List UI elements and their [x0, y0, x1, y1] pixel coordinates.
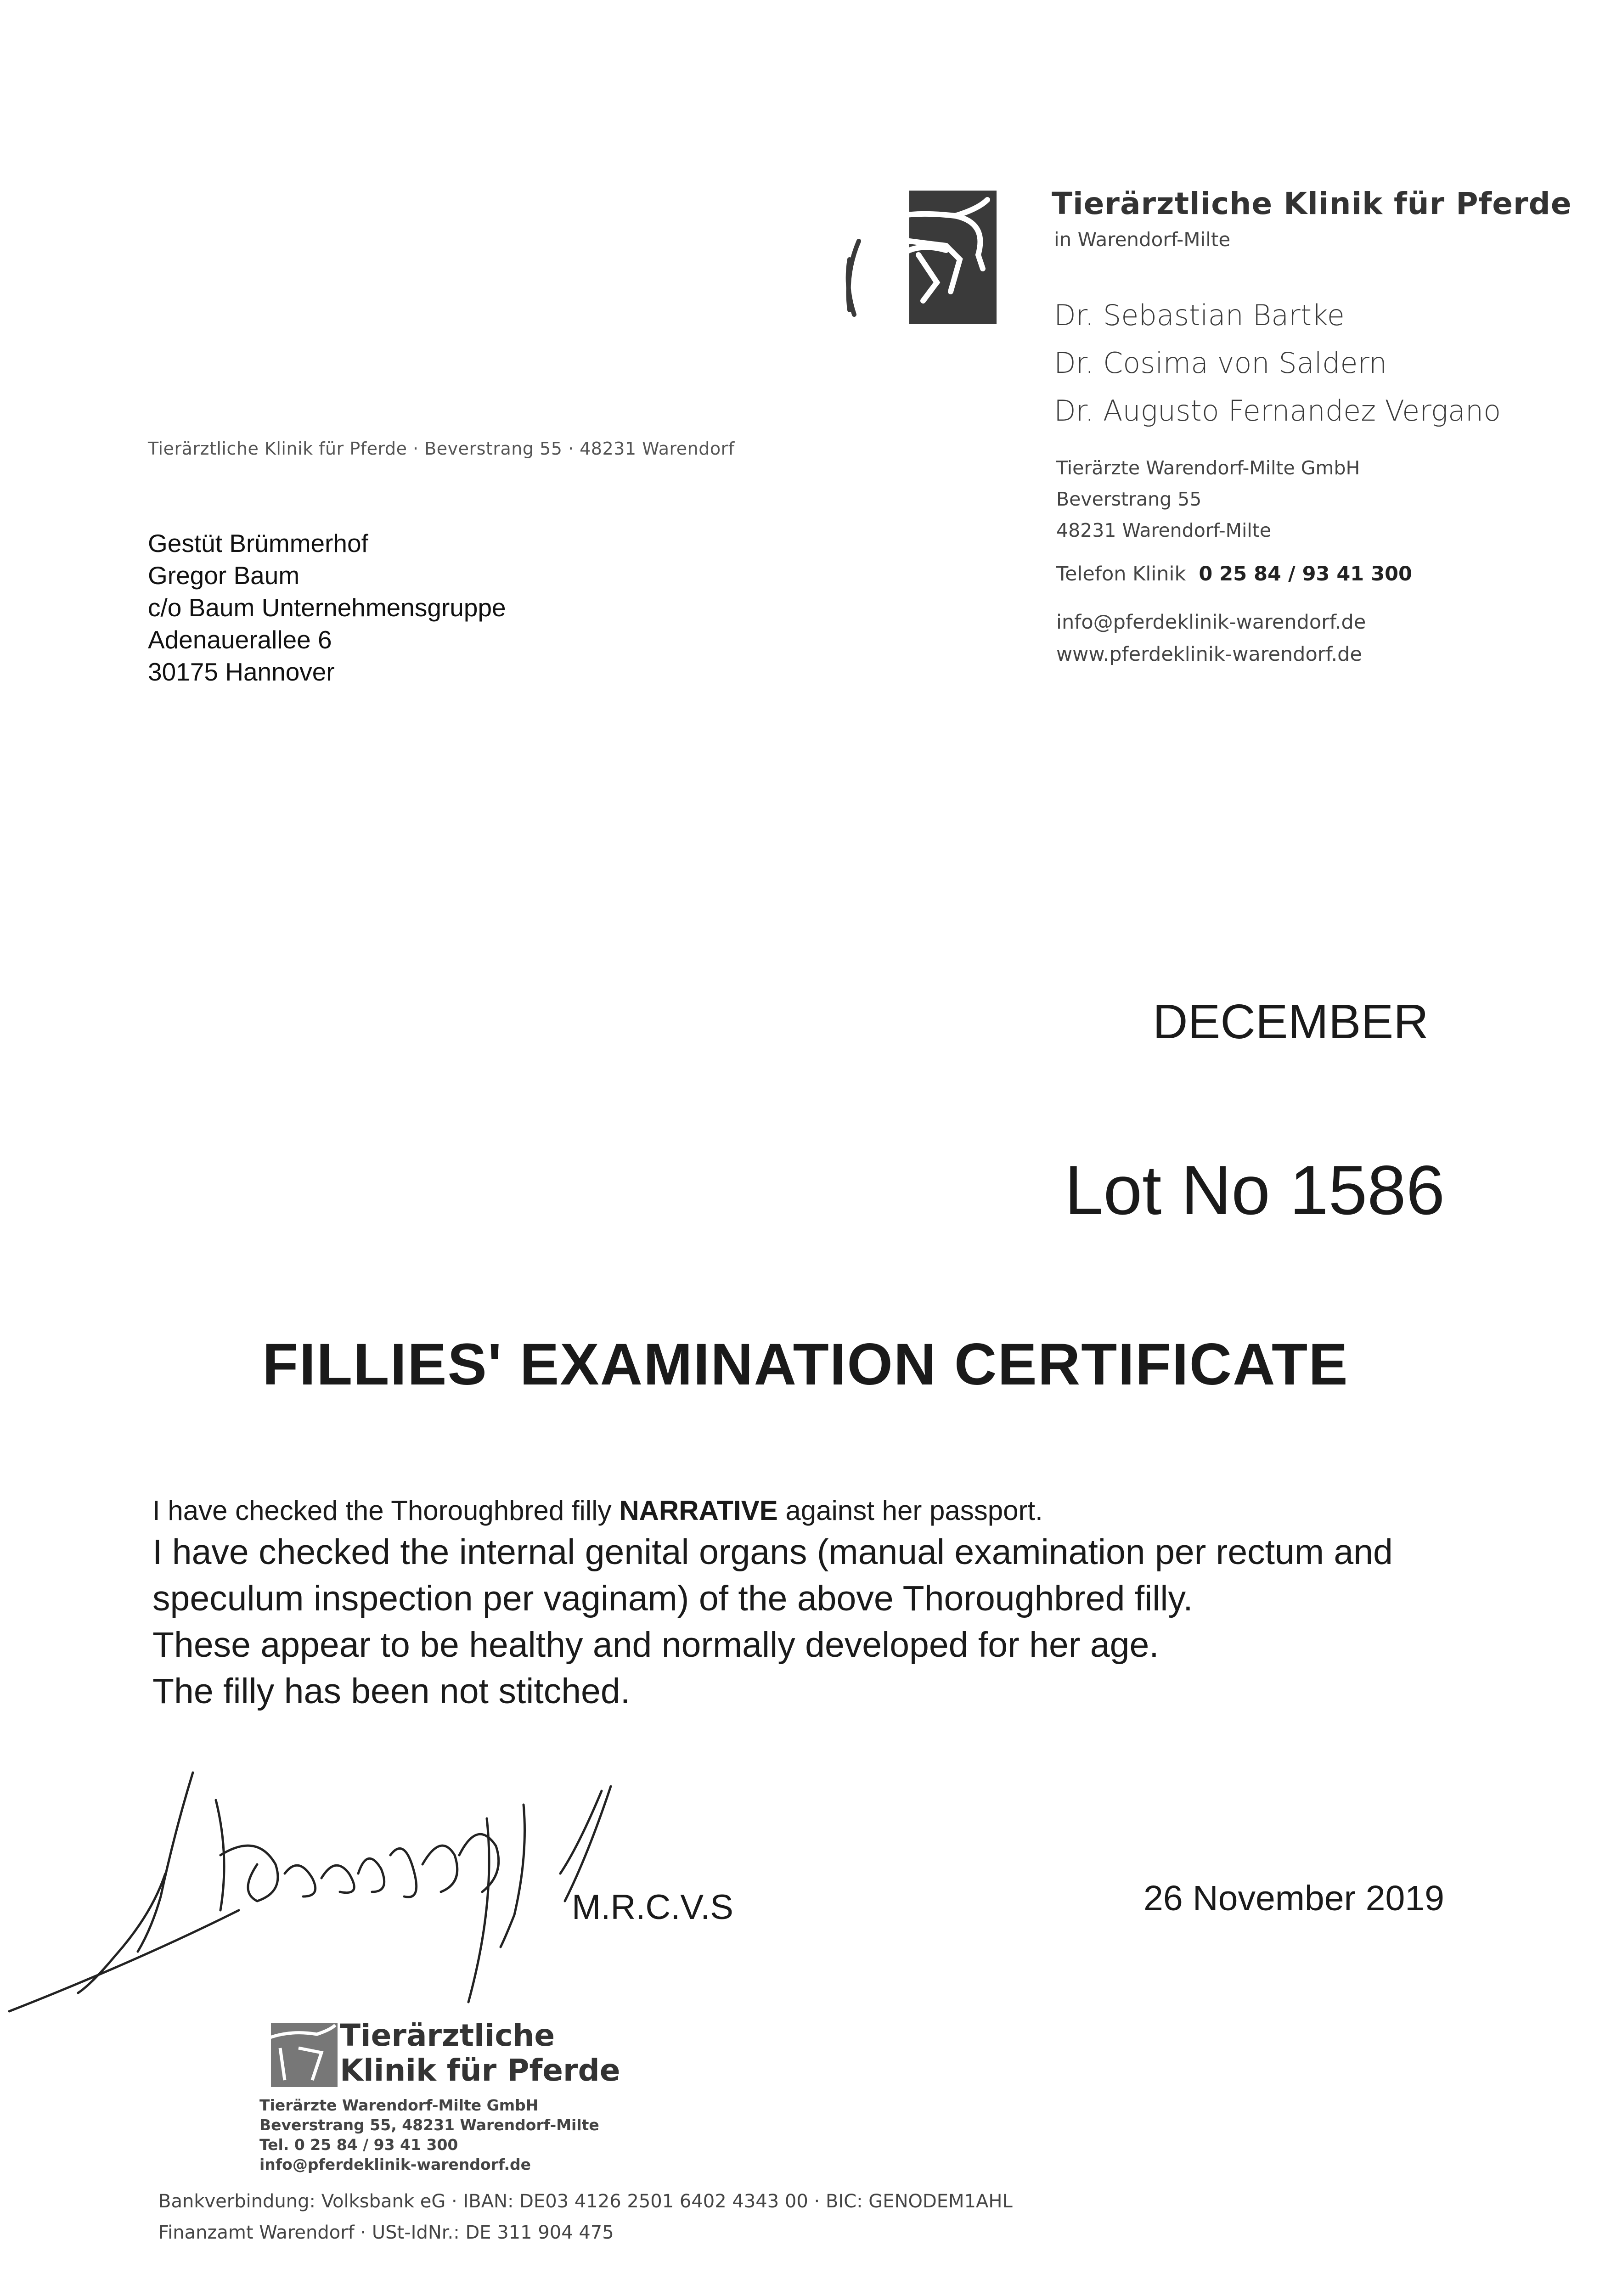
doctor-name: Dr. Cosima von Saldern — [1054, 346, 1387, 380]
recipient-line: c/o Baum Unternehmensgruppe — [148, 593, 506, 622]
sale-month: DECEMBER — [1153, 995, 1429, 1049]
lot-number: Lot No 1586 — [1065, 1151, 1445, 1229]
stamp-info — [259, 2095, 599, 2174]
company-line: Tierärzte Warendorf-Milte GmbH — [1056, 457, 1360, 479]
company-line: 48231 Warendorf-Milte — [1056, 519, 1272, 541]
footer-tax-line: Finanzamt Warendorf · USt-IdNr.: DE 311 904 475 — [158, 2222, 614, 2243]
stamp-info-line: Beverstrang 55, 48231 Warendorf-Milte — [259, 2116, 599, 2134]
email-link[interactable]: info@pferdeklinik-warendorf.de — [1056, 611, 1366, 634]
signature-icon — [0, 1763, 634, 2062]
recipient-line: Gestüt Brümmerhof — [148, 529, 368, 557]
body-line: speculum inspection per vaginam) of the above Thoroughbred filly. — [152, 1579, 1193, 1618]
contact-web — [1056, 606, 1366, 670]
website-link[interactable]: www.pferdeklinik-warendorf.de — [1056, 643, 1362, 666]
body-line: I have checked the internal genital organs (manual examination per rectum and — [152, 1532, 1393, 1572]
company-line: Beverstrang 55 — [1056, 488, 1202, 510]
recipient-line: 30175 Hannover — [148, 658, 335, 686]
certificate-title: FILLIES' EXAMINATION CERTIFICATE — [262, 1332, 1349, 1397]
body-line: The filly has been not stitched. — [152, 1671, 631, 1711]
phone-number: 0 25 84 / 93 41 300 — [1199, 563, 1412, 585]
stamp-name-line: Tierärztliche — [340, 2018, 555, 2053]
clinic-name: Tierärztliche Klinik für Pferde — [1052, 186, 1572, 221]
clinic-location: in Warendorf-Milte — [1054, 228, 1231, 251]
certificate-body — [152, 1529, 1393, 1715]
footer — [158, 2186, 1013, 2248]
stamp-horse-icon — [257, 2020, 338, 2089]
doctor-name: Dr. Sebastian Bartke — [1054, 298, 1345, 332]
company-address — [1056, 452, 1360, 546]
footer-bank-line: Bankverbindung: Volksbank eG · IBAN: DE03 4126 2501 6402 4343 00 · BIC: GENODEM1AHL — [158, 2191, 1013, 2212]
recipient-line: Gregor Baum — [148, 561, 300, 590]
stamp-info-line: Tierärzte Warendorf-Milte GmbH — [259, 2096, 539, 2114]
recipient-address — [148, 527, 506, 688]
doctors-list — [1054, 292, 1501, 435]
stamp-info-line: info@pferdeklinik-warendorf.de — [259, 2155, 531, 2173]
intro-after: against her passport. — [777, 1495, 1043, 1526]
certificate-date: 26 November 2019 — [1143, 1879, 1444, 1918]
horse-logo-icon — [840, 191, 997, 324]
stamp-clinic-name — [340, 2018, 620, 2088]
stamp-name-line: Klinik für Pferde — [340, 2053, 620, 2088]
phone-line — [1056, 563, 1412, 585]
recipient-line: Adenauerallee 6 — [148, 625, 332, 654]
intro-line — [152, 1495, 1043, 1526]
intro-before: I have checked the Thoroughbred filly — [152, 1495, 620, 1526]
sender-address-line: Tierärztliche Klinik für Pferde · Beverstrang 55 · 48231 Warendorf — [148, 439, 735, 459]
filly-name: NARRATIVE — [619, 1495, 778, 1526]
signature-title: M.R.C.V.S — [572, 1888, 733, 1927]
phone-label: Telefon Klinik — [1056, 563, 1186, 585]
stamp-info-line: Tel. 0 25 84 / 93 41 300 — [259, 2136, 458, 2154]
doctor-name: Dr. Augusto Fernandez Vergano — [1054, 394, 1501, 428]
body-line: These appear to be healthy and normally developed for her age. — [152, 1625, 1159, 1665]
